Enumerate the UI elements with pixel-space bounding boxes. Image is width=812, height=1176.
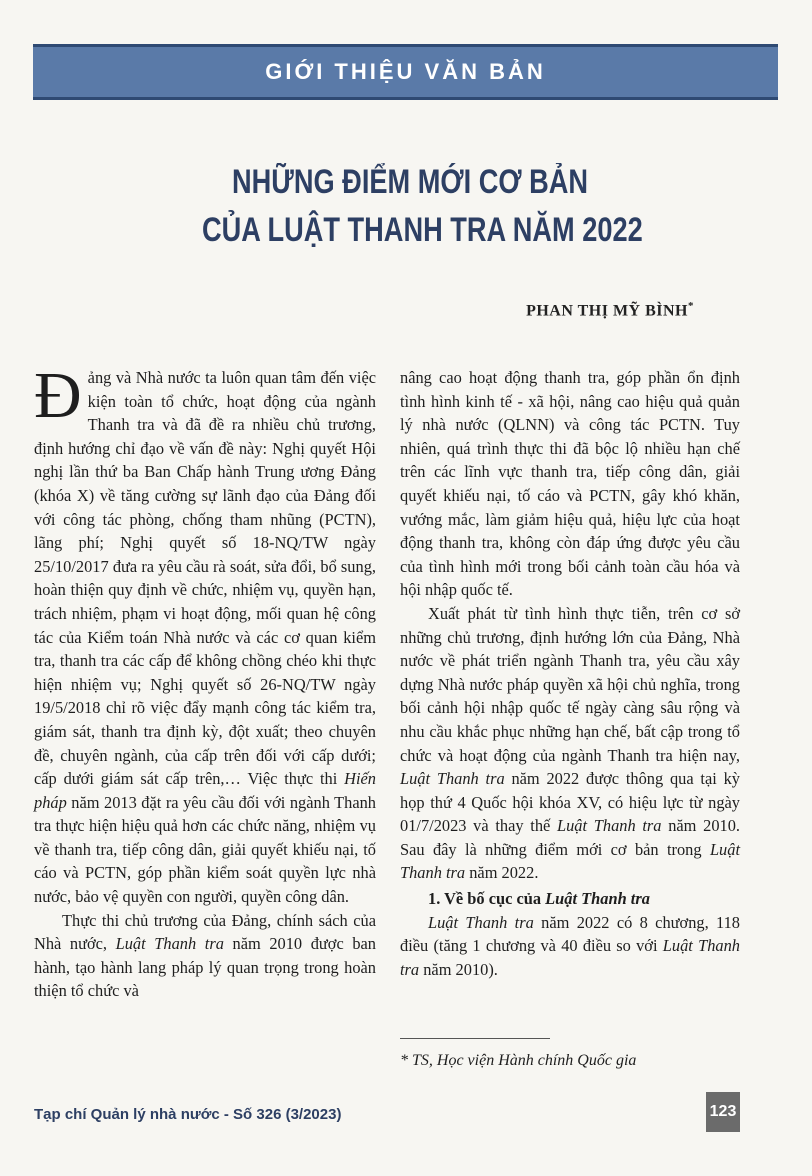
author-byline: [526, 300, 694, 320]
footnote: * TS, Học viện Hành chính Quốc gia: [400, 1052, 637, 1069]
article-title: [202, 158, 643, 254]
paragraph-3: nâng cao hoạt động thanh tra, góp phần ổn định tình hình kinh tế - xã hội, nâng cao hiệu quả quản lý nhà nước (QLNN) và công tác PCTN. Tuy nhiên, quá trình thực thi đã bộc lộ nhiều hạn chế trên các lĩnh vực thanh tra, tiếp công dân, giải quyết khiếu nại, tố cáo và PCTN, gây khó khăn, vướng mắc, làm giảm hiệu quả, hiệu lực của hoạt động thanh tra, không còn đáp ứng được yêu cầu của tình hình mới trong bối cảnh toàn cầu hóa và hội nhập quốc tế.: [400, 368, 740, 600]
journal-footer: Tạp chí Quản lý nhà nước - Số 326 (3/2023): [34, 1106, 342, 1123]
paragraph-1: Đảng và Nhà nước ta luôn quan tâm đến việc kiện toàn tổ chức, hoạt động của ngành Thanh tra và đã đề ra nhiều chủ trương, định hướng chỉ đạo về vấn đề này: Nghị quyết Hội nghị lần thứ ba Ban Chấp hành Trung ương Đảng (khóa X) về tăng cường sự lãnh đạo của Đảng đối với công tác phòng, chống tham nhũng (PCTN), lãng phí; Nghị quyết số 18-NQ/TW ngày 25/10/2017 đưa ra yêu cầu rà soát, sửa đổi, bổ sung, hoàn thiện quy định về chức, nhiệm vụ, quyền hạn, trách nhiệm, phạm vi hoạt động, mối quan hệ công tác của Kiểm toán Nhà nước và các cơ quan kiểm tra, thanh tra các cấp để không chồng chéo khi thực hiện nhiệm vụ; Nghị quyết số 26-NQ/TW ngày 19/5/2018 chỉ rõ việc đẩy mạnh công tác kiểm tra, giám sát, thanh tra định kỳ, đột xuất; theo chuyên đề, chuyên ngành, của cấp trên đối với cấp dưới; cấp dưới giám sát cấp trên,… Việc thực thi Hiến pháp năm 2013 đặt ra yêu cầu đối với ngành Thanh tra thực hiện hiệu quả hơn các chức năng, nhiệm vụ về thanh tra, tiếp công dân, giải quyết khiếu nại, tố cáo và PCTN, góp phần kiểm soát quyền lực nhà nước, bảo vệ quyền con người, quyền công dân.: [34, 359, 376, 907]
paragraph-2: Thực thi chủ trương của Đảng, chính sách của Nhà nước, Luật Thanh tra năm 2010 được ban hành, tạo hành lang pháp lý quan trọng trong hoàn thiện tổ chức và: [34, 910, 376, 1001]
paragraph-4: Xuất phát từ tình hình thực tiễn, trên cơ sở những chủ trương, định hướng lớn của Đảng, Nhà nước về phát triển ngành Thanh tra, yêu cầu xây dựng Nhà nước pháp quyền xã hội chủ nghĩa, trong bối cảnh hội nhập quốc tế ngày càng sâu rộng và nhu cầu khắc phục những hạn chế, bất cập trong tổ chức và hoạt động của ngành Thanh tra hiện nay, Luật Thanh tra năm 2022 được thông qua tại kỳ họp thứ 4 Quốc hội khóa XV, có hiệu lực từ ngày 01/7/2023 và thay thế Luật Thanh tra năm 2010. Sau đây là những điểm mới cơ bản trong Luật Thanh tra năm 2022.: [400, 603, 741, 883]
page-number: 123: [706, 1092, 740, 1132]
author-name: PHAN THỊ MỸ BÌNH: [526, 302, 688, 320]
author-footnote-mark: *: [688, 300, 694, 312]
column-left: [34, 359, 376, 1003]
drop-cap: Đ: [34, 359, 82, 432]
title-line-2: CỦA LUẬT THANH TRA NĂM 2022: [202, 211, 643, 249]
paragraph-5: Luật Thanh tra năm 2022 có 8 chương, 118 điều (tăng 1 chương và 40 điều so với Luật Thanh tra năm 2010).: [400, 912, 740, 979]
section-heading-1: 1. Về bố cục của Luật Thanh tra: [428, 889, 650, 909]
section-banner: [33, 44, 778, 100]
column-right: [400, 366, 740, 981]
section-label: GIỚI THIỆU VĂN BẢN: [265, 59, 546, 84]
title-line-1: NHỮNG ĐIỂM MỚI CƠ BẢN: [231, 163, 589, 201]
footnote-divider: [400, 1038, 550, 1039]
